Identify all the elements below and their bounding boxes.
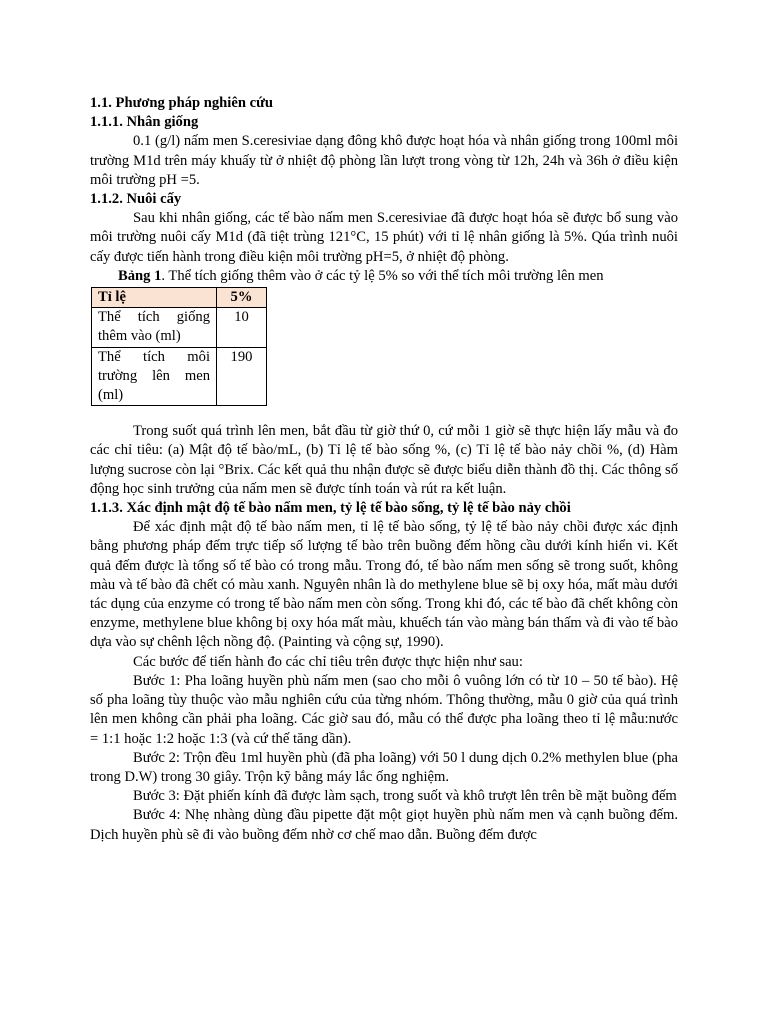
table-caption-label: Bảng 1	[118, 267, 162, 284]
table-cell-value: 190	[217, 347, 267, 406]
paragraph-buoc-2: Bước 2: Trộn đều 1ml huyền phù (đã pha loãng) với 50 l dung dịch 0.2% methylen blue (pha trong D.W) trong 30 giây. Trộn kỹ bằng máy lắc ống nghiệm.	[90, 749, 678, 785]
subsection-heading-nuoi-cay: 1.1.2. Nuôi cấy	[90, 191, 182, 208]
table-header-row	[92, 288, 267, 308]
table-header-cell: Tỉ lệ	[92, 288, 217, 308]
table-caption-text: . Thể tích giống thêm vào ở các tỷ lệ 5% so với thể tích môi trường lên men	[161, 267, 604, 284]
table-row	[92, 308, 267, 347]
table-cell-label: Thể tích môi trường lên men (ml)	[92, 347, 217, 406]
paragraph-nhan-giong: 0.1 (g/l) nấm men S.ceresiviae dạng đông khô được hoạt hóa và nhân giống trong 100ml môi trường M1d trên máy khuấy từ ở nhiệt độ phòng lần lượt trong vòng từ 12h, 24h và 36h ở điều kiện môi trường pH =5.	[90, 133, 678, 188]
paragraph-cac-buoc: Các bước để tiến hành đo các chỉ tiêu trên được thực hiện như sau:	[133, 653, 523, 670]
table-cell-value: 10	[217, 308, 267, 347]
paragraph-xac-dinh: Để xác định mật độ tế bào nấm men, tỉ lệ tế bào sống, tỷ lệ tế bào nảy chồi được xác định bằng phương pháp đếm trực tiếp số lượng tế bào trên buồng đếm hồng cầu dưới kính hiển vi. Kết quả đếm được là tổng số tế bào có trong mẫu. Trong đó, tế bào nấm men sống sẽ trong suốt, không màu và tế bào đã chết có màu xanh. Nguyên nhân là do methylene blue sẽ bị oxy hóa, mất màu dưới tác dụng của enzyme có trong tế bào nấm men còn sống. Trong khi đó, các tế bào đã chết không còn enzyme, methylene blue không bị oxy hóa mất màu, khuếch tán vào màng bán thấm và đi vào tế bào dựa vào sự chênh lệch nồng độ. (Painting và cộng sự, 1990).	[90, 519, 678, 651]
subsection-heading-nhan-giong: 1.1.1. Nhân giống	[90, 114, 199, 131]
table-cell-label: Thể tích giống thêm vào (ml)	[92, 308, 217, 347]
paragraph-nuoi-cay: Sau khi nhân giống, các tế bào nấm men S.ceresiviae đã được hoạt hóa sẽ được bổ sung vào môi trường nuôi cấy M1d (đã tiệt trùng 121°C, 15 phút) với tỉ lệ nhân giống là 5%. Qúa trình nuôi cấy được tiến hành trong điều kiện môi trường pH=5, ở nhiệt độ phòng.	[90, 210, 678, 265]
ratio-table	[91, 287, 267, 406]
section-heading: 1.1. Phương pháp nghiên cứu	[90, 95, 273, 111]
table-caption	[90, 267, 678, 286]
paragraph-buoc-3: Bước 3: Đặt phiến kính đã được làm sạch, trong suốt và khô trượt lên trên bề mặt buồng đếm	[133, 788, 677, 805]
document-body	[90, 94, 678, 845]
paragraph-buoc-1: Bước 1: Pha loãng huyền phù nấm men (sao cho mỗi ô vuông lớn có từ 10 – 50 tế bào). Hệ số pha loãng tùy thuộc vào mẫu nghiên cứu của từng nhóm. Thông thường, mẫu 0 giờ của quá trình lên men không cần phải pha loãng. Các giờ sau đó, mẫu có thể được pha loãng theo tỉ lệ mẫu:nước = 1:1 hoặc 1:2 hoặc 1:3 (và cứ thế tăng dần).	[90, 672, 678, 747]
paragraph-len-men: Trong suốt quá trình lên men, bắt đầu từ giờ thứ 0, cứ mỗi 1 giờ sẽ thực hiện lấy mẫu và đo các chỉ tiêu: (a) Mật độ tế bào/mL, (b) Tỉ lệ tế bào sống %, (c) Tỉ lệ tế bào nảy chồi %, (d) Hàm lượng sucrose còn lại °Brix. Các kết quả thu nhận được sẽ được biểu diễn thành đồ thị. Các thông số động học sinh trưởng của nấm men sẽ được tính toán và rút ra kết luận.	[90, 423, 678, 497]
paragraph-buoc-4: Bước 4: Nhẹ nhàng dùng đầu pipette đặt một giọt huyền phù nấm men và cạnh buồng đếm. Dịch huyền phù sẽ đi vào buồng đếm nhờ cơ chế mao dẫn. Buồng đếm được	[90, 807, 678, 843]
table-row	[92, 347, 267, 406]
table-header-cell: 5%	[217, 288, 267, 308]
subsection-heading-xac-dinh: 1.1.3. Xác định mật độ tế bào nấm men, tỷ lệ tế bào sống, tỷ lệ tế bào nảy chồi	[90, 500, 571, 517]
